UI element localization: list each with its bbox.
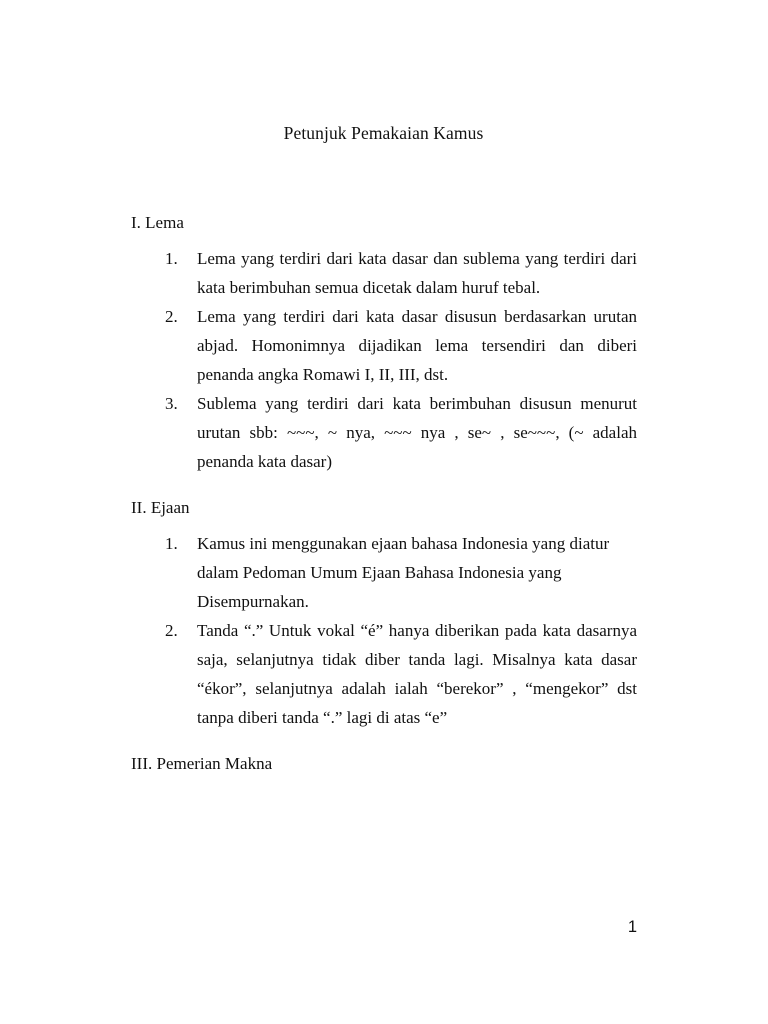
section-heading-pemerian-makna: III. Pemerian Makna <box>131 754 273 773</box>
list-item-marker: 1. <box>165 534 178 553</box>
page-title: Petunjuk Pemakaian Kamus <box>283 123 484 143</box>
list-item <box>131 302 637 389</box>
page-number: 1 <box>627 918 637 936</box>
list-ejaan <box>131 529 637 732</box>
section-pemerian-makna <box>131 749 637 778</box>
list-item-marker: 2. <box>165 621 178 640</box>
list-item <box>131 529 637 616</box>
section-heading-lema: I. Lema <box>131 213 184 232</box>
list-item-text: Lema yang terdiri dari kata dasar dan sublema yang terdiri dari kata berimbuhan semua dicetak dalam huruf tebal. <box>197 249 637 297</box>
section-lema <box>131 208 637 476</box>
list-item-marker: 2. <box>165 307 178 326</box>
list-item-marker: 3. <box>165 394 178 413</box>
section-ejaan <box>131 493 637 732</box>
list-item-text: Sublema yang terdiri dari kata berimbuhan disusun menurut urutan sbb: ~~~, ~ nya, ~~~ nya , se~ , se~~~, (~ adalah penanda kata dasar) <box>197 394 637 471</box>
section-heading-ejaan: II. Ejaan <box>131 498 190 517</box>
list-item-marker: 1. <box>165 249 178 268</box>
list-item-text: Lema yang terdiri dari kata dasar disusun berdasarkan urutan abjad. Homonimnya dijadikan lema tersendiri dan diberi penanda angka Romawi I, II, III, dst. <box>197 307 637 384</box>
list-item <box>131 616 637 732</box>
list-lema <box>131 244 637 476</box>
list-item-text: Tanda “.” Untuk vokal “é” hanya diberikan pada kata dasarnya saja, selanjutnya tidak diber tanda lagi. Misalnya kata dasar “ékor”, selanjutnya adalah ialah “berekor” , “mengekor” dst tanpa diberi tanda “.” lagi di atas “e” <box>197 621 637 727</box>
document-body <box>131 208 637 778</box>
list-item <box>131 389 637 476</box>
list-item-text: Kamus ini menggunakan ejaan bahasa Indonesia yang diatur dalam Pedoman Umum Ejaan Bahasa Indonesia yang Disempurnakan. <box>197 534 610 611</box>
list-item <box>131 244 637 302</box>
